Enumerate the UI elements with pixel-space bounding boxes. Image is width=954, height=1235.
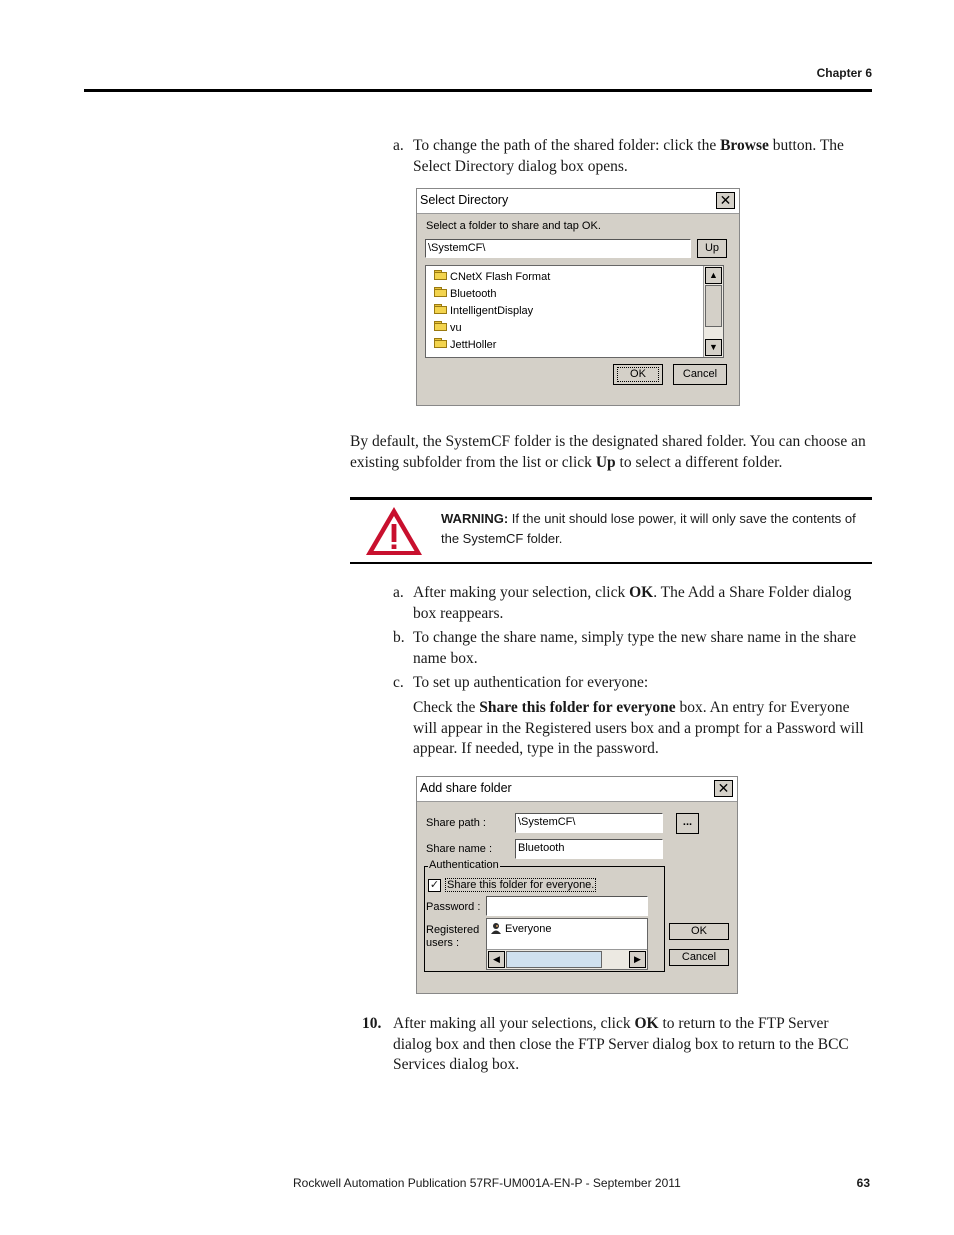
scroll-down-icon[interactable]: ▼: [705, 339, 722, 356]
step-a-ok: [393, 583, 873, 625]
step-label: 10.: [362, 1015, 382, 1032]
close-icon[interactable]: ✕: [714, 780, 733, 797]
share-path-input[interactable]: \SystemCF\: [515, 813, 663, 833]
paragraph-bold: Share this folder for everyone: [479, 699, 676, 716]
scroll-thumb[interactable]: [705, 285, 722, 327]
list-item[interactable]: [490, 922, 551, 935]
list-item[interactable]: [434, 270, 550, 283]
close-icon[interactable]: ✕: [716, 192, 735, 209]
step-text-bold: Browse: [720, 137, 769, 154]
step-10: [362, 1014, 872, 1078]
warning-text: [441, 509, 861, 548]
paragraph-text: Check the: [413, 699, 480, 716]
authentication-label: Authentication: [429, 859, 499, 871]
registered-users-list[interactable]: [486, 918, 648, 970]
warning-rule-top: [350, 497, 872, 500]
step-text-part: . The Add a Share Folder dialog box reappears.: [413, 584, 852, 622]
password-label: Password :: [426, 901, 481, 913]
step-text-part: After making your selection, click: [413, 584, 630, 601]
step-label: b.: [393, 629, 405, 646]
cancel-button[interactable]: Cancel: [673, 364, 727, 385]
header-rule: [84, 89, 872, 92]
step-text: [393, 1014, 871, 1076]
folder-icon: [434, 321, 448, 332]
folder-icon: [434, 287, 448, 298]
ok-button[interactable]: OK: [669, 923, 729, 940]
step-label: a.: [393, 584, 404, 601]
list-item[interactable]: [434, 338, 496, 351]
folder-list[interactable]: [425, 265, 724, 358]
scroll-thumb[interactable]: [506, 951, 602, 968]
step-label: a.: [393, 137, 404, 154]
list-item[interactable]: [434, 304, 533, 317]
cancel-button[interactable]: Cancel: [669, 949, 729, 966]
share-name-label: Share name :: [426, 843, 493, 855]
list-item[interactable]: [434, 321, 462, 334]
warning-body: If the unit should lose power, it will only save the contents of the SystemCF folder.: [441, 511, 856, 546]
page-number: 63: [856, 1176, 870, 1190]
step-text: To change the share name, simply type the new share name in the share name box.: [413, 629, 857, 667]
warning-label: WARNING:: [441, 511, 509, 526]
paragraph-text: By default, the SystemCF folder is the designated shared folder. You can choose an existing subfolder from the list or click: [350, 433, 866, 471]
list-scrollbar[interactable]: [703, 266, 723, 357]
select-prompt: Select a folder to share and tap OK.: [426, 220, 601, 232]
dialog-title-bar: [417, 189, 739, 214]
scroll-up-icon[interactable]: ▲: [705, 267, 722, 284]
footer-publication: Rockwell Automation Publication 57RF-UM001A-EN-P - September 2011: [293, 1176, 681, 1190]
list-item[interactable]: [434, 287, 496, 300]
step-text: [413, 583, 870, 624]
step-text-bold: OK: [629, 584, 654, 601]
warning-rule-bottom: [350, 562, 872, 564]
folder-name: Bluetooth: [450, 288, 497, 300]
step-text: To set up authentication for everyone:: [413, 674, 649, 691]
step-text-bold: OK: [634, 1015, 659, 1032]
share-name-input[interactable]: Bluetooth: [515, 839, 663, 859]
folder-name: vu: [450, 322, 462, 334]
focus-ring: [617, 367, 659, 382]
user-icon: [490, 922, 502, 934]
ok-label: OK: [630, 368, 646, 380]
dialog-title: Add share folder: [420, 781, 512, 795]
password-input[interactable]: [486, 896, 648, 916]
step-label: c.: [393, 674, 404, 691]
scroll-right-icon[interactable]: ▶: [629, 951, 646, 968]
paragraph-text: box. An entry for Everyone will appear in the Registered users box and a prompt for a Password will appear. If needed, type in the password.: [413, 699, 864, 757]
share-path-label: Share path :: [426, 817, 486, 829]
chapter-label: Chapter 6: [816, 66, 872, 80]
step-text-part: To change the path of the shared folder: click the: [413, 137, 721, 154]
folder-name: CNetX Flash Format: [450, 271, 551, 283]
dialog-title: Select Directory: [420, 193, 509, 207]
user-name: Everyone: [505, 923, 552, 935]
ok-button[interactable]: [613, 364, 663, 385]
checkmark-icon: ✓: [429, 879, 440, 891]
default-folder-paragraph: [350, 432, 872, 473]
up-button[interactable]: Up: [697, 239, 727, 258]
dialog-title-bar: [417, 777, 737, 802]
add-share-folder-dialog: [416, 776, 738, 994]
step-b: [393, 628, 873, 670]
path-input[interactable]: \SystemCF\: [425, 239, 691, 258]
folder-name: JettHoller: [450, 339, 497, 351]
folder-icon: [434, 270, 448, 281]
select-directory-dialog: [416, 188, 740, 406]
step-c: [393, 673, 873, 695]
scroll-left-icon[interactable]: ◀: [488, 951, 505, 968]
step-a-browse: [393, 136, 873, 178]
warning-triangle-icon: [364, 505, 424, 557]
folder-icon: [434, 304, 448, 315]
paragraph-text: to select a different folder.: [615, 453, 783, 471]
share-everyone-checkbox[interactable]: [428, 879, 441, 892]
share-everyone-label[interactable]: Share this folder for everyone.: [447, 879, 595, 891]
step-text-part: button. The Select Directory dialog box opens.: [413, 137, 844, 175]
step-text-part: After making all your selections, click: [393, 1015, 635, 1032]
browse-button[interactable]: ...: [676, 813, 699, 834]
users-hscrollbar[interactable]: [487, 949, 647, 969]
folder-name: IntelligentDisplay: [450, 305, 534, 317]
step-text: [413, 136, 868, 177]
check-paragraph: [413, 698, 873, 760]
paragraph-bold: Up: [595, 453, 616, 471]
step-text-part: to return to the FTP Server dialog box and then close the FTP Server dialog box to return to the BCC Services dialog box.: [393, 1015, 849, 1073]
folder-icon: [434, 338, 448, 349]
registered-users-label: Registered users :: [426, 924, 480, 949]
